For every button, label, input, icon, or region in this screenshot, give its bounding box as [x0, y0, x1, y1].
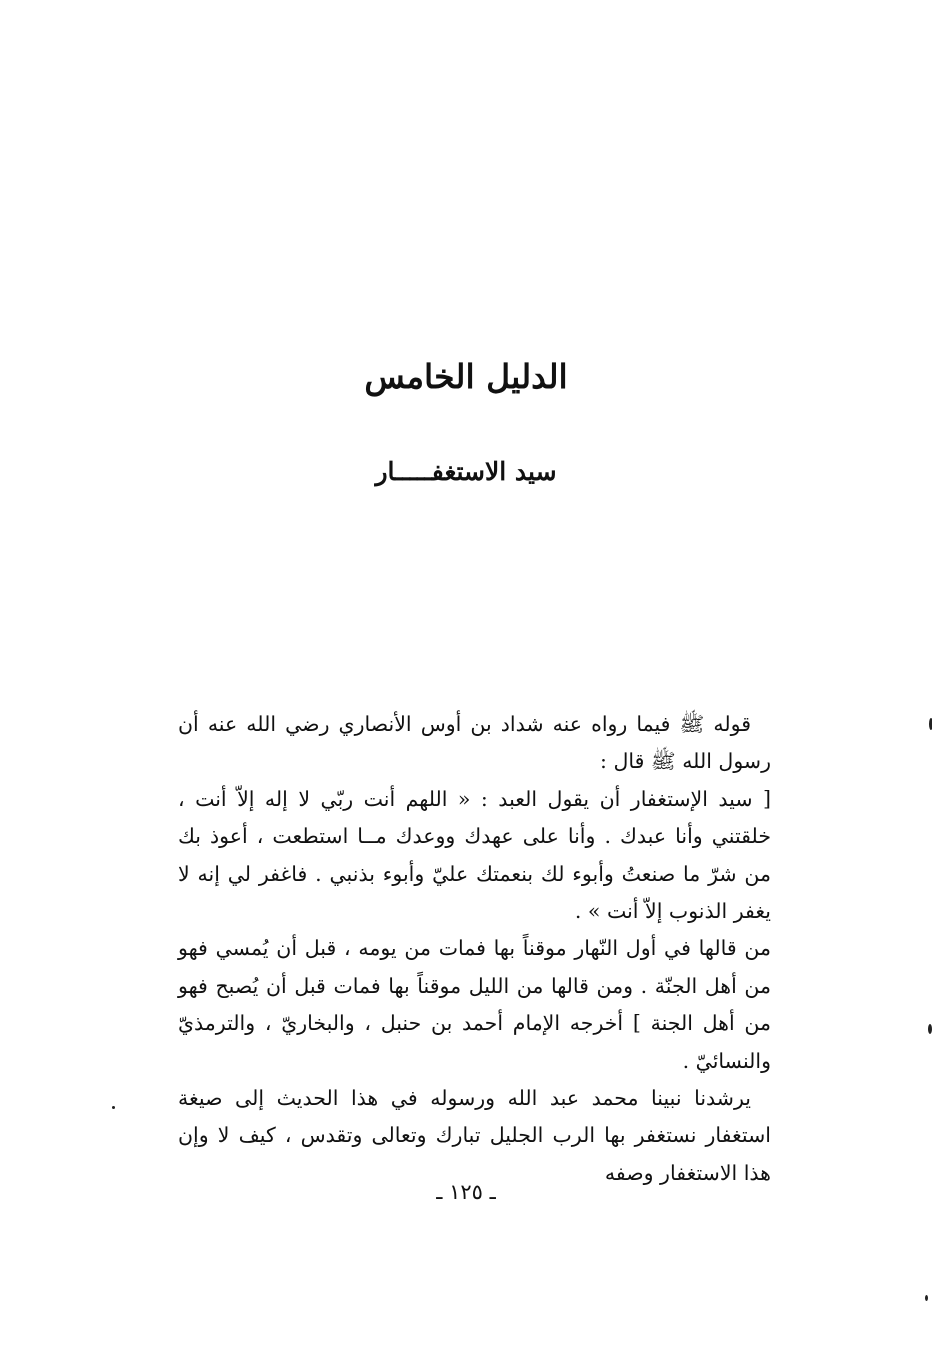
- section-subtitle: سيد الاستغفـــــار: [375, 457, 557, 486]
- paragraph-hadith-continuation: من قالها في أول النّهار موقناً بها فمات من يومه ، قبل أن يُمسي فهو من أهل الجنّة . ومن قالها من الليل موقناً بها فمات قبل أن يُصبح فهو من أهل الجنة ] أخرجه الإمام أحمد بن حنبل ، والبخاريّ ، والترمذيّ والنسائيّ .: [178, 936, 771, 1073]
- body-text: [178, 706, 771, 1192]
- paragraph-hadith: [ سيد الإستغفار أن يقول العبد : « اللهم أنت ربّي لا إله إلاّ أنت ، خلقتني وأنا عبدك . وأنا على عهدك ووعدك مــا استطعت ، أعوذ بك من شرّ ما صنعتُ وأبوء لك بنعمتك عليّ وأبوء بذنبي . فاغفر لي إنه لا يغفر الذنوب إلاّ أنت » .: [178, 786, 771, 924]
- chapter-title: الدليل الخامس: [364, 357, 568, 396]
- scan-speck: [928, 1024, 932, 1034]
- paragraph-commentary: يرشدنا نبينا محمد عبد الله ورسوله في هذا الحديث إلى صيغة استغفار نستغفر بها الرب الجليل تبارك وتعالى وتقدس ، كيف لا وإن هذا الاستغفار وصفه: [178, 1086, 771, 1185]
- paragraph-intro: قوله ﷺ فيما رواه عنه شداد بن أوس الأنصاري رضي الله عنه أن رسول الله ﷺ قال :: [178, 712, 771, 774]
- page-number: ـ ١٢٥ ـ: [436, 1180, 496, 1204]
- scan-speck: [925, 1295, 928, 1301]
- scan-speck: [112, 1106, 115, 1109]
